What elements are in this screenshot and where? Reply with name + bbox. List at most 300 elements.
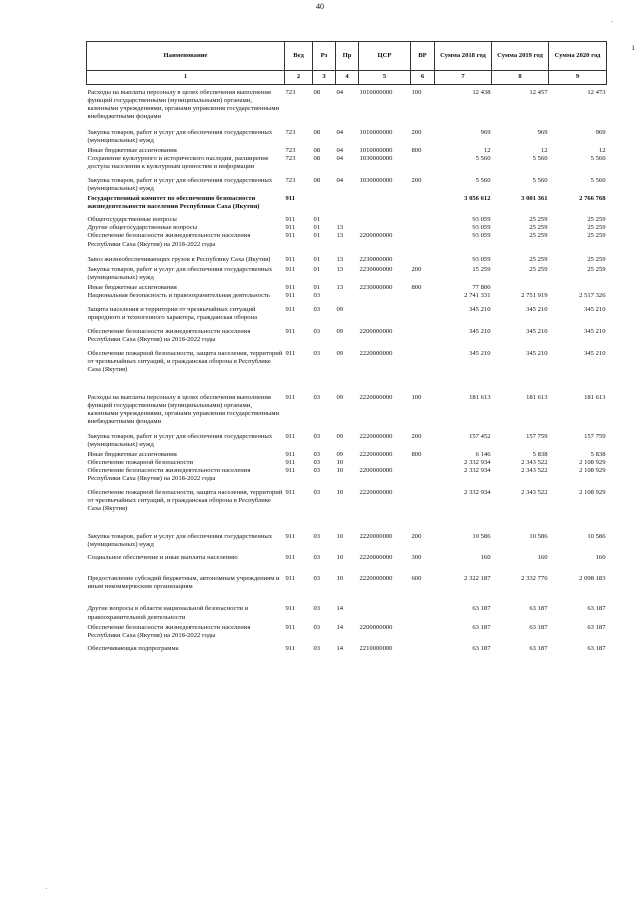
column-number: 3 bbox=[313, 71, 336, 85]
cell-sum-2019: 160 bbox=[537, 554, 548, 562]
scan-speck: · bbox=[611, 18, 614, 26]
cell-name: Закупка товаров, работ и услуг для обеспечения государственных (муниципальных) нужд bbox=[87, 265, 273, 281]
cell-vr bbox=[411, 459, 435, 467]
header-csr: ЦСР bbox=[359, 42, 411, 71]
table-row bbox=[87, 483, 607, 513]
cell-ved: 723 bbox=[285, 177, 296, 185]
cell-rz: 03 bbox=[313, 393, 321, 401]
cell-sum-2019: 12 bbox=[540, 147, 548, 155]
cell-sum-2019: 5 838 bbox=[532, 451, 548, 459]
column-number: 5 bbox=[359, 71, 411, 85]
table-row bbox=[87, 344, 607, 374]
cell-ved: 911 bbox=[285, 575, 296, 583]
cell-pr: 09 bbox=[336, 305, 344, 313]
cell-rz: 03 bbox=[313, 644, 321, 652]
cell-sum-2020: 25 259 bbox=[587, 265, 606, 273]
cell-pr: 10 bbox=[336, 467, 344, 475]
cell-pr: 13 bbox=[336, 255, 344, 263]
cell-csr: 2220000000 bbox=[359, 575, 393, 583]
cell-csr bbox=[359, 300, 411, 322]
cell-ved: 911 bbox=[285, 265, 296, 273]
cell-sum-2018: 10 586 bbox=[472, 533, 491, 541]
cell-vr: 600 bbox=[411, 575, 422, 583]
cell-sum-2020: 345 210 bbox=[584, 349, 606, 357]
cell-sum-2018: 6 146 bbox=[475, 451, 491, 459]
page-number: 40 bbox=[316, 2, 324, 11]
table-row bbox=[87, 85, 607, 122]
cell-pr bbox=[336, 292, 359, 300]
cell-csr bbox=[359, 459, 411, 467]
table-row bbox=[87, 282, 607, 292]
cell-csr: 2220000000 bbox=[359, 393, 393, 401]
cell-csr: 2210000000 bbox=[359, 644, 393, 652]
cell-ved: 723 bbox=[285, 129, 296, 137]
cell-pr: 13 bbox=[336, 232, 344, 240]
column-number: 7 bbox=[435, 71, 492, 85]
cell-sum-2018: 2 332 934 bbox=[464, 467, 491, 475]
cell-pr: 13 bbox=[336, 265, 344, 273]
cell-csr: 2200000000 bbox=[359, 232, 393, 240]
cell-sum-2020: 12 473 bbox=[587, 89, 606, 96]
cell-csr: 2200000000 bbox=[359, 327, 393, 335]
cell-pr bbox=[336, 211, 359, 224]
cell-name: Обеспечение безопасности жизнедеятельности населения Республики Саха (Якутия) на 2018-2022 годы bbox=[87, 327, 251, 343]
cell-ved: 911 bbox=[285, 533, 296, 541]
cell-sum-2019: 969 bbox=[537, 129, 548, 137]
cell-sum-2020: 969 bbox=[595, 129, 606, 137]
cell-vr bbox=[411, 193, 435, 211]
cell-sum-2019: 157 759 bbox=[526, 433, 548, 441]
cell-sum-2019: 5 560 bbox=[532, 177, 548, 185]
cell-csr: 2200000000 bbox=[359, 467, 393, 475]
cell-rz: 08 bbox=[313, 155, 321, 163]
cell-sum-2020: 2 108 929 bbox=[579, 459, 606, 467]
cell-csr: 2230000000 bbox=[359, 283, 393, 291]
cell-name: Социальное обеспечение и иные выплаты населению bbox=[87, 554, 238, 562]
cell-sum-2018: 63 187 bbox=[472, 623, 491, 631]
cell-sum-2020: 25 259 bbox=[587, 255, 606, 263]
cell-name: Другие общегосударственные вопросы bbox=[87, 224, 198, 232]
cell-rz: 03 bbox=[313, 533, 321, 541]
cell-rz: 08 bbox=[313, 177, 321, 185]
cell-sum-2020: 5 560 bbox=[590, 155, 606, 163]
table-header-row bbox=[87, 42, 607, 71]
cell-pr: 10 bbox=[336, 533, 344, 541]
cell-name: Обеспечение пожарной безопасности bbox=[87, 459, 194, 467]
cell-sum-2019 bbox=[492, 282, 549, 292]
cell-vr bbox=[411, 211, 435, 224]
cell-sum-2018: 157 452 bbox=[469, 433, 491, 441]
table-row bbox=[87, 155, 607, 171]
header-sum-2018: Сумма 2018 год bbox=[435, 42, 492, 71]
table-body bbox=[87, 85, 607, 653]
cell-sum-2019: 345 210 bbox=[526, 327, 548, 335]
cell-pr: 14 bbox=[336, 644, 344, 652]
cell-rz: 03 bbox=[313, 554, 321, 562]
cell-pr: 09 bbox=[336, 433, 344, 441]
cell-vr bbox=[411, 249, 435, 264]
cell-vr: 800 bbox=[411, 147, 422, 155]
cell-ved: 911 bbox=[285, 232, 296, 240]
cell-sum-2018: 345 210 bbox=[469, 349, 491, 357]
cell-name: Обеспечивающая подпрограмма bbox=[87, 644, 179, 652]
cell-sum-2020: 25 259 bbox=[587, 232, 606, 240]
cell-csr bbox=[359, 591, 411, 621]
cell-vr bbox=[411, 483, 435, 513]
cell-sum-2020: 345 210 bbox=[584, 327, 606, 335]
cell-sum-2018: 93 059 bbox=[472, 255, 491, 263]
cell-sum-2018: 2 332 934 bbox=[464, 459, 491, 467]
cell-ved: 911 bbox=[285, 195, 296, 203]
cell-csr bbox=[359, 211, 411, 224]
table-row bbox=[87, 549, 607, 562]
header-rz: Рз bbox=[313, 42, 336, 71]
cell-csr: 2200000000 bbox=[359, 623, 393, 631]
cell-name: Предоставление субсидий бюджетным, автономным учреждениям и иным некоммерческим организациям bbox=[87, 575, 280, 591]
cell-pr: 14 bbox=[336, 605, 344, 613]
cell-csr: 2220000000 bbox=[359, 554, 393, 562]
cell-name: Закупка товаров, работ и услуг для обеспечения государственных (муниципальных) нужд bbox=[87, 129, 273, 145]
cell-ved: 911 bbox=[285, 554, 296, 562]
cell-rz: 03 bbox=[313, 327, 321, 335]
cell-csr: 2220000000 bbox=[359, 489, 393, 497]
cell-vr: 800 bbox=[411, 451, 422, 459]
cell-vr bbox=[411, 232, 435, 248]
cell-ved: 911 bbox=[285, 393, 296, 401]
scan-speck: ı bbox=[632, 42, 635, 52]
cell-ved: 911 bbox=[285, 433, 296, 441]
cell-ved: 911 bbox=[285, 327, 296, 335]
cell-csr: 2230000000 bbox=[359, 255, 393, 263]
cell-ved: 723 bbox=[285, 147, 296, 155]
cell-pr: 04 bbox=[336, 177, 344, 185]
cell-sum-2019: 2 343 522 bbox=[521, 459, 548, 467]
cell-sum-2019: 25 259 bbox=[529, 224, 548, 232]
cell-sum-2018: 77 800 bbox=[472, 283, 491, 291]
table-row bbox=[87, 591, 607, 621]
cell-rz: 03 bbox=[313, 623, 321, 631]
cell-rz: 03 bbox=[313, 433, 321, 441]
cell-csr: 1010000000 bbox=[359, 147, 393, 155]
cell-sum-2018: 63 187 bbox=[472, 644, 491, 652]
cell-sum-2019: 345 210 bbox=[526, 305, 548, 313]
cell-rz bbox=[313, 193, 336, 211]
cell-csr: 2220000000 bbox=[359, 533, 393, 541]
table-row bbox=[87, 459, 607, 467]
cell-sum-2019: 2 343 522 bbox=[521, 467, 548, 475]
cell-name: Расходы на выплаты персоналу в целях обеспечения выполнения функций государственными (муниципальными) органами, казенными учреждениями, органами управления государственными внебюджетными фондами bbox=[87, 393, 280, 425]
cell-sum-2020: 345 210 bbox=[584, 305, 606, 313]
cell-name: Закупка товаров, работ и услуг для обеспечения государственных (муниципальных) нужд bbox=[87, 433, 273, 449]
cell-sum-2020: 63 187 bbox=[587, 605, 606, 613]
table-row bbox=[87, 249, 607, 264]
table-row bbox=[87, 232, 607, 248]
cell-csr: 1030000000 bbox=[359, 177, 393, 185]
cell-vr bbox=[411, 622, 435, 640]
table-row bbox=[87, 449, 607, 459]
cell-vr: 100 bbox=[411, 393, 422, 401]
cell-vr: 200 bbox=[411, 177, 422, 185]
cell-sum-2018: 5 560 bbox=[475, 177, 491, 185]
column-number: 9 bbox=[549, 71, 607, 85]
cell-sum-2019: 2 343 522 bbox=[521, 489, 548, 497]
cell-name: Защита населения и территории от чрезвычайных ситуаций природного и техногенного характера, гражданская оборона bbox=[87, 305, 258, 321]
cell-rz: 03 bbox=[313, 605, 321, 613]
cell-sum-2020: 63 187 bbox=[587, 623, 606, 631]
cell-sum-2020: 10 586 bbox=[587, 533, 606, 541]
cell-name: Национальная безопасность и правоохранительная деятельность bbox=[87, 291, 270, 299]
table-row bbox=[87, 622, 607, 640]
cell-sum-2018: 93 059 bbox=[472, 224, 491, 232]
cell-name: Обеспечение пожарной безопасности, защита населения, территорий от чрезвычайных ситуаций, и гражданская оборона в Республике Саха (Якутия) bbox=[87, 349, 283, 373]
cell-vr bbox=[411, 344, 435, 374]
cell-pr: 13 bbox=[336, 283, 344, 291]
cell-csr: 2220000000 bbox=[359, 433, 393, 441]
cell-sum-2020: 25 259 bbox=[587, 224, 606, 232]
cell-sum-2020: 181 613 bbox=[584, 393, 606, 401]
cell-ved: 723 bbox=[285, 89, 296, 96]
cell-vr: 200 bbox=[411, 433, 422, 441]
cell-sum-2018: 181 613 bbox=[469, 393, 491, 401]
cell-pr: 10 bbox=[336, 489, 344, 497]
cell-ved: 911 bbox=[285, 283, 296, 291]
cell-sum-2018: 3 056 612 bbox=[464, 195, 491, 203]
cell-sum-2018: 345 210 bbox=[469, 327, 491, 335]
cell-pr: 04 bbox=[336, 89, 344, 96]
cell-sum-2020: 5 560 bbox=[590, 177, 606, 185]
cell-vr bbox=[411, 155, 435, 171]
cell-vr bbox=[411, 224, 435, 232]
cell-sum-2019: 25 259 bbox=[529, 232, 548, 240]
table-row bbox=[87, 292, 607, 300]
table-row bbox=[87, 322, 607, 344]
column-number: 1 bbox=[87, 71, 285, 85]
cell-ved: 911 bbox=[285, 216, 296, 224]
cell-name: Государственный комитет по обеспечению безопасности жизнедеятельности населения Республики Саха (Якутия) bbox=[87, 195, 260, 211]
cell-rz: 03 bbox=[313, 291, 321, 299]
cell-sum-2018: 160 bbox=[480, 554, 491, 562]
column-number: 6 bbox=[411, 71, 435, 85]
cell-sum-2020: 2 098 183 bbox=[579, 575, 606, 583]
cell-rz: 08 bbox=[313, 89, 321, 96]
cell-pr: 04 bbox=[336, 147, 344, 155]
cell-pr: 09 bbox=[336, 327, 344, 335]
cell-sum-2018: 15 259 bbox=[472, 265, 491, 273]
cell-sum-2019: 2 751 919 bbox=[521, 291, 548, 299]
table-row bbox=[87, 640, 607, 653]
table-row bbox=[87, 562, 607, 591]
cell-sum-2018: 5 560 bbox=[475, 155, 491, 163]
table-row bbox=[87, 224, 607, 232]
table-row bbox=[87, 171, 607, 193]
cell-vr bbox=[411, 300, 435, 322]
cell-csr: 2220000000 bbox=[359, 451, 393, 459]
cell-sum-2019: 10 586 bbox=[529, 533, 548, 541]
header-sum-2019: Сумма 2019 год bbox=[492, 42, 549, 71]
cell-name: Завоз жизнеобеспечивающих грузов в Республику Саха (Якутия) bbox=[87, 255, 271, 263]
header-pr: Пр bbox=[336, 42, 359, 71]
cell-sum-2018: 969 bbox=[480, 129, 491, 137]
cell-csr bbox=[359, 224, 411, 232]
cell-csr bbox=[359, 193, 411, 211]
cell-vr bbox=[411, 591, 435, 621]
cell-sum-2020: 157 759 bbox=[584, 433, 606, 441]
table-row bbox=[87, 300, 607, 322]
cell-pr: 09 bbox=[336, 393, 344, 401]
cell-sum-2019: 345 210 bbox=[526, 349, 548, 357]
cell-pr: 13 bbox=[336, 224, 344, 232]
cell-name: Закупка товаров, работ и услуг для обеспечения государственных (муниципальных) нужд bbox=[87, 177, 273, 193]
table-row bbox=[87, 467, 607, 483]
cell-csr: 1010000000 bbox=[359, 129, 393, 137]
cell-sum-2019: 2 332 776 bbox=[521, 575, 548, 583]
column-number: 8 bbox=[492, 71, 549, 85]
table-row bbox=[87, 211, 607, 224]
cell-sum-2019: 3 001 361 bbox=[521, 195, 548, 203]
cell-csr: 1010000000 bbox=[359, 89, 393, 96]
cell-sum-2020: 63 187 bbox=[587, 644, 606, 652]
cell-ved: 911 bbox=[285, 305, 296, 313]
cell-sum-2018: 63 187 bbox=[472, 605, 491, 613]
cell-sum-2019: 63 187 bbox=[529, 644, 548, 652]
cell-vr bbox=[411, 640, 435, 653]
cell-name: Другие вопросы в области национальной безопасности и правоохранительной деятельности bbox=[87, 605, 249, 621]
header-sum-2020: Сумма 2020 год bbox=[549, 42, 607, 71]
cell-sum-2018: 93 059 bbox=[472, 232, 491, 240]
cell-name: Иные бюджетные ассигнования bbox=[87, 283, 177, 291]
header-ved: Вед bbox=[285, 42, 313, 71]
cell-vr: 200 bbox=[411, 265, 422, 273]
cell-sum-2018: 2 741 331 bbox=[464, 291, 491, 299]
cell-pr: 09 bbox=[336, 451, 344, 459]
cell-sum-2018: 12 438 bbox=[472, 89, 491, 96]
cell-sum-2020 bbox=[549, 282, 607, 292]
column-number-row bbox=[87, 71, 607, 85]
cell-sum-2019: 63 187 bbox=[529, 623, 548, 631]
cell-vr bbox=[411, 467, 435, 483]
cell-sum-2018: 345 210 bbox=[469, 305, 491, 313]
cell-rz: 03 bbox=[313, 489, 321, 497]
table-row bbox=[87, 193, 607, 211]
column-number: 4 bbox=[336, 71, 359, 85]
cell-pr: 10 bbox=[336, 554, 344, 562]
cell-sum-2018: 93 059 bbox=[472, 216, 491, 224]
cell-vr: 800 bbox=[411, 283, 422, 291]
cell-pr: 14 bbox=[336, 623, 344, 631]
cell-sum-2020: 160 bbox=[595, 554, 606, 562]
cell-vr bbox=[411, 292, 435, 300]
cell-sum-2019: 25 259 bbox=[529, 265, 548, 273]
cell-rz: 03 bbox=[313, 467, 321, 475]
table-row bbox=[87, 121, 607, 145]
table-row bbox=[87, 374, 607, 426]
header-name: Наименование bbox=[87, 42, 285, 71]
cell-sum-2020: 2 766 768 bbox=[579, 195, 606, 203]
cell-name: Общегосударственные вопросы bbox=[87, 216, 177, 224]
column-number: 2 bbox=[285, 71, 313, 85]
cell-rz: 08 bbox=[313, 129, 321, 137]
table-row bbox=[87, 426, 607, 449]
cell-ved: 911 bbox=[285, 451, 296, 459]
table-row bbox=[87, 513, 607, 549]
cell-name: Обеспечение безопасности жизнедеятельности населения Республики Саха (Якутия) на 2018-2022 годы bbox=[87, 467, 251, 483]
cell-sum-2019: 25 259 bbox=[529, 255, 548, 263]
cell-ved: 911 bbox=[285, 224, 296, 232]
cell-sum-2020: 25 259 bbox=[587, 216, 606, 224]
cell-rz: 03 bbox=[313, 451, 321, 459]
cell-rz: 01 bbox=[313, 216, 321, 224]
cell-name: Сохранение культурного и исторического наследия, расширение доступа населения к культурным ценностям и информации bbox=[87, 155, 269, 171]
cell-name: Расходы на выплаты персоналу в целях обеспечения выполнения функций государственными (муниципальными) органами, казенными учреждениями, органами управления государственными внебюджетными фондами bbox=[87, 89, 280, 121]
cell-sum-2019: 25 259 bbox=[529, 216, 548, 224]
budget-table bbox=[86, 41, 607, 653]
cell-ved: 911 bbox=[285, 349, 296, 357]
cell-name: Обеспечение безопасности жизнедеятельности населения Республики Саха (Якутия) на 2018-2022 годы bbox=[87, 232, 251, 248]
cell-sum-2018: 2 332 934 bbox=[464, 489, 491, 497]
cell-csr: 1030000000 bbox=[359, 155, 393, 163]
cell-ved: 911 bbox=[285, 467, 296, 475]
cell-csr: 2230000000 bbox=[359, 265, 393, 273]
cell-sum-2019: 5 560 bbox=[532, 155, 548, 163]
cell-sum-2018: 12 bbox=[483, 147, 491, 155]
cell-rz: 03 bbox=[313, 575, 321, 583]
cell-name: Обеспечение пожарной безопасности, защита населения, территорий от чрезвычайных ситуаций, и гражданская оборона в Республике Саха (Якутия) bbox=[87, 489, 283, 513]
cell-name: Иные бюджетные ассигнования bbox=[87, 147, 177, 155]
cell-pr: 10 bbox=[336, 459, 344, 467]
cell-rz: 03 bbox=[313, 459, 321, 467]
cell-vr bbox=[411, 322, 435, 344]
cell-csr bbox=[359, 292, 411, 300]
cell-name: Закупка товаров, работ и услуг для обеспечения государственных (муниципальных) нужд bbox=[87, 533, 273, 549]
cell-sum-2019: 63 187 bbox=[529, 605, 548, 613]
cell-vr: 100 bbox=[411, 89, 422, 96]
cell-vr: 200 bbox=[411, 129, 422, 137]
cell-sum-2019: 181 613 bbox=[526, 393, 548, 401]
scan-speck: · bbox=[45, 885, 48, 893]
cell-vr: 200 bbox=[411, 533, 422, 541]
cell-sum-2020: 5 838 bbox=[590, 451, 606, 459]
cell-ved: 911 bbox=[285, 605, 296, 613]
table-row bbox=[87, 145, 607, 155]
header-vr: ВР bbox=[411, 42, 435, 71]
cell-sum-2020: 2 108 929 bbox=[579, 467, 606, 475]
cell-name: Иные бюджетные ассигнования bbox=[87, 451, 177, 459]
cell-ved: 911 bbox=[285, 291, 296, 299]
cell-vr: 300 bbox=[411, 554, 422, 562]
cell-pr: 04 bbox=[336, 155, 344, 163]
cell-ved: 911 bbox=[285, 459, 296, 467]
cell-ved: 911 bbox=[285, 623, 296, 631]
cell-pr: 09 bbox=[336, 349, 344, 357]
cell-rz: 01 bbox=[313, 232, 321, 240]
cell-ved: 911 bbox=[285, 489, 296, 497]
cell-rz: 01 bbox=[313, 255, 321, 263]
cell-rz: 01 bbox=[313, 224, 321, 232]
cell-rz: 08 bbox=[313, 147, 321, 155]
cell-rz: 01 bbox=[313, 265, 321, 273]
cell-pr: 10 bbox=[336, 575, 344, 583]
cell-pr bbox=[336, 193, 359, 211]
cell-pr: 04 bbox=[336, 129, 344, 137]
cell-rz: 03 bbox=[313, 305, 321, 313]
cell-rz: 03 bbox=[313, 349, 321, 357]
cell-sum-2020: 12 bbox=[598, 147, 606, 155]
cell-sum-2019: 12 457 bbox=[529, 89, 548, 96]
cell-name: Обеспечение безопасности жизнедеятельности населения Республики Саха (Якутия) на 2018-2022 годы bbox=[87, 623, 251, 639]
cell-sum-2020: 2 517 326 bbox=[579, 291, 606, 299]
cell-csr: 2220000000 bbox=[359, 349, 393, 357]
cell-rz: 01 bbox=[313, 283, 321, 291]
